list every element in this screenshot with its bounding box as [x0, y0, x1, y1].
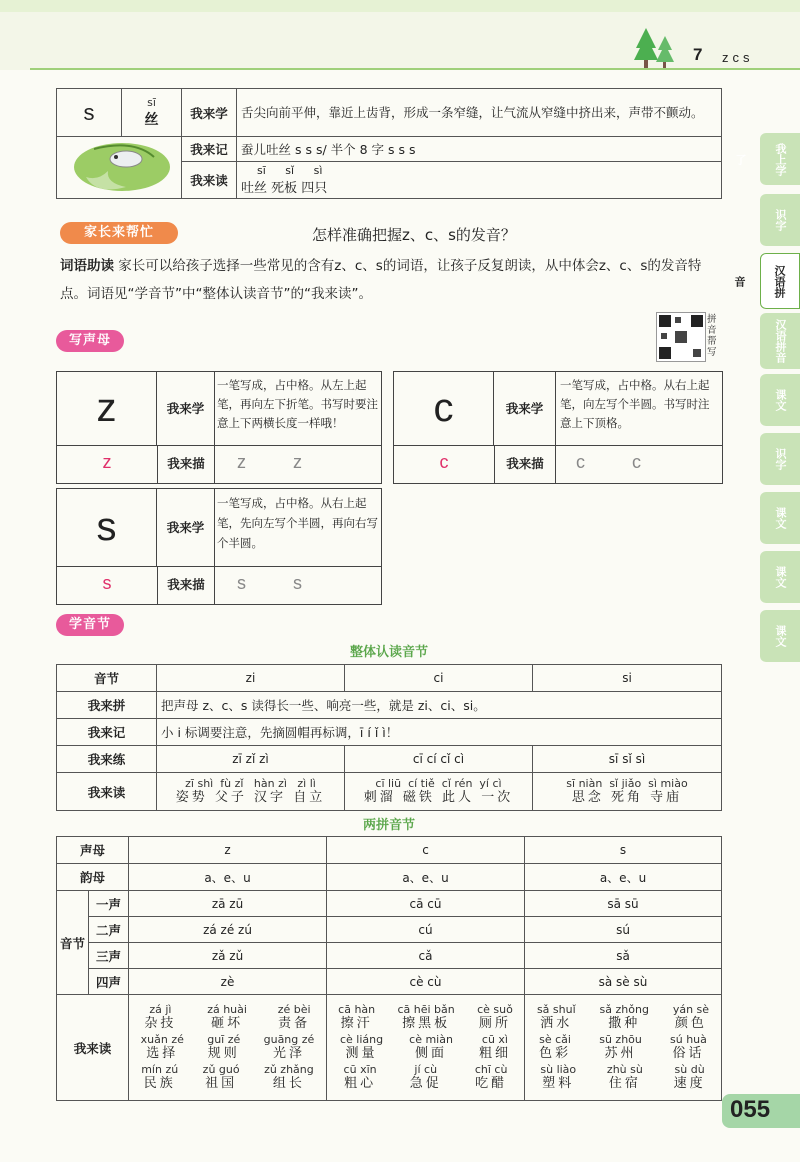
s-trace-sample: s: [102, 573, 112, 593]
t2-sm-z: z: [129, 837, 327, 864]
unit-title: zcs: [722, 50, 754, 65]
c-trace-sample: c: [439, 452, 449, 472]
word-hanzi: 粗细: [478, 1045, 511, 1061]
word-item: [340, 1034, 383, 1062]
trees-icon: [632, 26, 676, 70]
word-pinyin: zá jì: [149, 1002, 172, 1016]
s-trace-2[interactable]: s: [293, 573, 302, 593]
s-learn-text: 舌尖向前平伸，靠近上齿背，形成一条窄缝，让气流从窄缝中挤出来，声带不颤动。: [237, 89, 722, 137]
z-trace-2[interactable]: z: [293, 452, 302, 472]
s-char: 丝: [144, 111, 159, 128]
word-pinyin: guī zé: [207, 1032, 241, 1046]
z-trace-1[interactable]: z: [237, 452, 246, 472]
t2-tone4-z: zè: [129, 969, 327, 995]
word-item: [141, 1064, 178, 1092]
parent-help-question: 怎样准确把握z、c、s的发音？: [312, 226, 516, 244]
s-pinyin: sī: [147, 95, 156, 109]
t2-sm-s: s: [525, 837, 722, 864]
c-trace-1[interactable]: c: [576, 452, 585, 472]
t1-col-ci: ci: [345, 665, 533, 692]
t1-du-s-han: 思念 死角 寺庙: [571, 789, 683, 805]
word-pinyin: cè miàn: [409, 1032, 453, 1046]
header-line: [30, 68, 800, 70]
s-write-learn-text: 一笔写成，占中格。从右上起笔，先向左写个半圆，再向右写个半圆。: [217, 496, 378, 550]
t2-tone3-s: sǎ: [525, 943, 722, 969]
t2-tone1-c: cā cū: [327, 891, 525, 917]
word-pinyin: zǔ zhǎng: [264, 1062, 314, 1076]
word-pinyin: zhù sù: [606, 1062, 643, 1076]
word-hanzi: 测量: [345, 1045, 378, 1061]
word-pinyin: sǎ shuǐ: [536, 1002, 576, 1016]
z-card: [56, 371, 382, 484]
word-item: [207, 1004, 247, 1032]
t2-du-label: 我来读: [57, 995, 129, 1101]
t1-header: 音节: [57, 665, 157, 692]
t2-words-c: [327, 995, 525, 1101]
parent-help-lead: 词语助读: [60, 258, 114, 274]
word-item: [410, 1064, 442, 1092]
t2-yj-label: 音节: [57, 891, 89, 995]
c-trace-2[interactable]: c: [632, 452, 641, 472]
s-trace-1[interactable]: s: [237, 573, 246, 593]
s-remember-label: 我来记: [182, 137, 237, 162]
s-read-text: 吐丝 死板 四只: [241, 181, 328, 197]
word-item: [539, 1034, 571, 1062]
parent-help-body: 家长可以给孩子选择一些常见的含有z、c、s的词语，让孩子反复朗读，从中体会z、c、s的发音特点。词语见“学音节”中“整体认读音节”的“我来读”。: [60, 258, 702, 302]
t2-words-z: [129, 995, 327, 1101]
word-pinyin: jí cù: [414, 1062, 438, 1076]
word-hanzi: 选择: [146, 1045, 179, 1061]
s-learn-label: 我来学: [182, 89, 237, 137]
word-hanzi: 砸坏: [211, 1015, 244, 1031]
word-pinyin: guāng zé: [263, 1032, 315, 1046]
word-hanzi: 光泽: [272, 1045, 305, 1061]
word-hanzi: 色彩: [539, 1045, 572, 1061]
header-stripe: [0, 0, 800, 12]
t2-ym-label: 韵母: [57, 864, 129, 891]
side-tab-6[interactable]: 识字: [760, 433, 800, 485]
word-pinyin: cè liáng: [340, 1032, 384, 1046]
word-pinyin: sè cǎi: [539, 1032, 571, 1046]
t2-words-s: [525, 995, 722, 1101]
t1-lian-c: cī cí cǐ cì: [345, 746, 533, 773]
t2-tone4-s: sà sè sù: [525, 969, 722, 995]
s-read-pinyin-1: sī: [257, 164, 266, 178]
word-hanzi: 祖国: [205, 1075, 238, 1091]
word-item: [278, 1004, 311, 1032]
word-item: [409, 1034, 453, 1062]
side-tab-7[interactable]: 课文: [760, 492, 800, 544]
word-item: [264, 1034, 315, 1062]
word-pinyin: cā hēi bǎn: [397, 1002, 455, 1016]
word-item: [674, 1064, 706, 1092]
word-item: [607, 1064, 643, 1092]
page-number: 055: [730, 1096, 771, 1123]
s-read-label: 我来读: [182, 162, 237, 199]
s-trace-label: 我来描: [157, 566, 215, 604]
word-item: [475, 1064, 508, 1092]
word-hanzi: 侧面: [415, 1045, 448, 1061]
t1-du-c-pinyin: cī liū cí tiě cǐ rén yí cì: [375, 776, 502, 790]
word-item: [479, 1034, 511, 1062]
whole-syllable-title: 整体认读音节: [349, 645, 428, 660]
t1-col-zi: zi: [157, 665, 345, 692]
t1-du-z-pinyin: zī shì fù zǐ hàn zì zì lì: [185, 776, 316, 790]
t2-tone2-c: cú: [327, 917, 525, 943]
word-item: [673, 1004, 709, 1032]
t2-tone3-label: 三声: [89, 943, 129, 969]
side-tab-4[interactable]: 汉语拼音: [760, 313, 800, 369]
word-hanzi: 塑料: [542, 1075, 575, 1091]
z-learn-text: 一笔写成，占中格。从左上起笔，再向左下折笔。书写时要注意上下两横长度一样哦！: [217, 378, 378, 430]
word-hanzi: 速度: [673, 1075, 706, 1091]
word-pinyin: cè suǒ: [477, 1002, 513, 1016]
side-tab-1[interactable]: 我上学了: [760, 133, 800, 185]
t2-tone2-label: 二声: [89, 917, 129, 943]
two-part-syllable-title: 两拼音节: [362, 818, 415, 833]
word-hanzi: 民族: [143, 1075, 176, 1091]
parent-help-badge: 家长来帮忙: [60, 222, 178, 244]
s-read-pinyin-3: sì: [313, 164, 323, 178]
word-item: [477, 1004, 513, 1032]
word-hanzi: 颜色: [674, 1015, 707, 1031]
c-learn-text: 一笔写成，占中格。从右上起笔，向左写个半圆。书写时注意上下顶格。: [560, 378, 710, 430]
word-pinyin: sū zhōu: [599, 1032, 642, 1046]
side-tab-2[interactable]: 识字: [760, 194, 800, 246]
t1-du-z-han: 姿势 父子 汉字 自立: [175, 789, 326, 805]
word-pinyin: cā hàn: [338, 1002, 376, 1016]
word-hanzi: 杂技: [144, 1015, 177, 1031]
word-item: [540, 1064, 576, 1092]
t1-pin-text: 把声母 z、c、s 读得长一些、响亮一些，就是 zi、ci、si。: [157, 692, 722, 719]
word-pinyin: sù liào: [540, 1062, 577, 1076]
word-hanzi: 急促: [409, 1075, 442, 1091]
word-hanzi: 擦黑板: [402, 1015, 451, 1031]
word-hanzi: 吃醋: [475, 1075, 508, 1091]
s-write-letter: s: [57, 489, 157, 566]
t2-tone2-z: zá zé zú: [129, 917, 327, 943]
word-pinyin: sù dù: [674, 1062, 705, 1076]
t2-tone1-s: sā sū: [525, 891, 722, 917]
z-letter: z: [57, 372, 157, 445]
t1-lian-z: zī zǐ zì: [157, 746, 345, 773]
word-item: [264, 1064, 314, 1092]
word-pinyin: yán sè: [672, 1002, 710, 1016]
t2-sm-label: 声母: [57, 837, 129, 864]
word-hanzi: 住宿: [608, 1075, 641, 1091]
unit-number: 7: [693, 45, 703, 64]
s-write-learn-label: 我来学: [157, 489, 215, 566]
t2-tone4-c: cè cù: [327, 969, 525, 995]
word-item: [397, 1004, 454, 1032]
syllable-badge: 学音节: [56, 614, 124, 636]
s-write-card: [56, 488, 382, 605]
word-hanzi: 苏州: [604, 1045, 637, 1061]
side-tab-9[interactable]: 课文: [760, 610, 800, 662]
t1-du-label: 我来读: [57, 773, 157, 811]
s-letter: s: [57, 89, 122, 137]
t1-col-si: si: [533, 665, 722, 692]
word-hanzi: 粗心: [344, 1075, 377, 1091]
silkworm-picture: [57, 137, 182, 199]
c-learn-label: 我来学: [494, 372, 556, 445]
t2-tone3-z: zǎ zǔ: [129, 943, 327, 969]
c-trace-label: 我来描: [494, 445, 556, 483]
side-tab-3-active[interactable]: 汉语拼音: [760, 253, 800, 309]
word-item: [141, 1034, 184, 1062]
t2-tone2-s: sú: [525, 917, 722, 943]
word-hanzi: 组长: [272, 1075, 305, 1091]
s-read-pinyin-2: sǐ: [285, 164, 295, 178]
t1-pin-label: 我来拼: [57, 692, 157, 719]
word-pinyin: zé bèi: [277, 1002, 311, 1016]
word-hanzi: 洒水: [540, 1015, 573, 1031]
c-letter: c: [394, 372, 494, 445]
t2-tone4-label: 四声: [89, 969, 129, 995]
word-pinyin: zǔ guó: [202, 1062, 240, 1076]
word-hanzi: 撒种: [608, 1015, 641, 1031]
word-item: [600, 1004, 649, 1032]
word-item: [537, 1004, 576, 1032]
word-item: [670, 1034, 707, 1062]
t1-lian-label: 我来练: [57, 746, 157, 773]
side-tab-5[interactable]: 课文: [760, 374, 800, 426]
word-hanzi: 责备: [278, 1015, 311, 1031]
two-part-syllable-table: [56, 836, 722, 1101]
c-card: [393, 371, 723, 484]
s-remember-text: 蚕儿吐丝 s s s/ 半个 8 字 s s s: [237, 137, 722, 162]
t2-sm-c: c: [327, 837, 525, 864]
word-pinyin: cū xīn: [343, 1062, 377, 1076]
t1-du-s-pinyin: sī niàn sǐ jiǎo sì miào: [566, 776, 688, 790]
qr-label: 拼音帮写: [707, 314, 717, 358]
word-hanzi: 厕所: [478, 1015, 511, 1031]
s-card: [56, 88, 722, 199]
word-pinyin: cū xì: [481, 1032, 508, 1046]
t2-ym-c: a、e、u: [327, 864, 525, 891]
word-item: [207, 1034, 240, 1062]
word-pinyin: zá huài: [207, 1002, 247, 1016]
z-learn-label: 我来学: [157, 372, 215, 445]
word-item: [599, 1034, 642, 1062]
word-pinyin: mín zú: [141, 1062, 179, 1076]
side-tab-8[interactable]: 课文: [760, 551, 800, 603]
t1-du-c-han: 刺溜 磁铁 此人 一次: [363, 789, 514, 805]
z-trace-label: 我来描: [157, 445, 215, 483]
word-item: [344, 1064, 377, 1092]
qr-code[interactable]: [656, 312, 706, 362]
word-item: [203, 1064, 240, 1092]
t2-tone3-c: cǎ: [327, 943, 525, 969]
word-pinyin: sǎ zhǒng: [599, 1002, 649, 1016]
t1-ji-text: 小 i 标调要注意，先摘圆帽再标调，ī í ǐ ì！: [157, 719, 722, 746]
word-hanzi: 俗话: [672, 1045, 705, 1061]
word-item: [338, 1004, 375, 1032]
t2-ym-s: a、e、u: [525, 864, 722, 891]
word-pinyin: sú huà: [670, 1032, 707, 1046]
word-hanzi: 规则: [207, 1045, 240, 1061]
t2-ym-z: a、e、u: [129, 864, 327, 891]
t2-tone1-label: 一声: [89, 891, 129, 917]
word-pinyin: chī cù: [474, 1062, 508, 1076]
whole-syllable-table: [56, 664, 722, 811]
t1-lian-s: sī sǐ sì: [533, 746, 722, 773]
word-hanzi: 擦汗: [340, 1015, 373, 1031]
word-pinyin: xuǎn zé: [140, 1032, 184, 1046]
t1-ji-label: 我来记: [57, 719, 157, 746]
z-trace-sample: z: [102, 452, 112, 472]
word-item: [144, 1004, 176, 1032]
write-badge: 写声母: [56, 330, 124, 352]
t2-tone1-z: zā zū: [129, 891, 327, 917]
